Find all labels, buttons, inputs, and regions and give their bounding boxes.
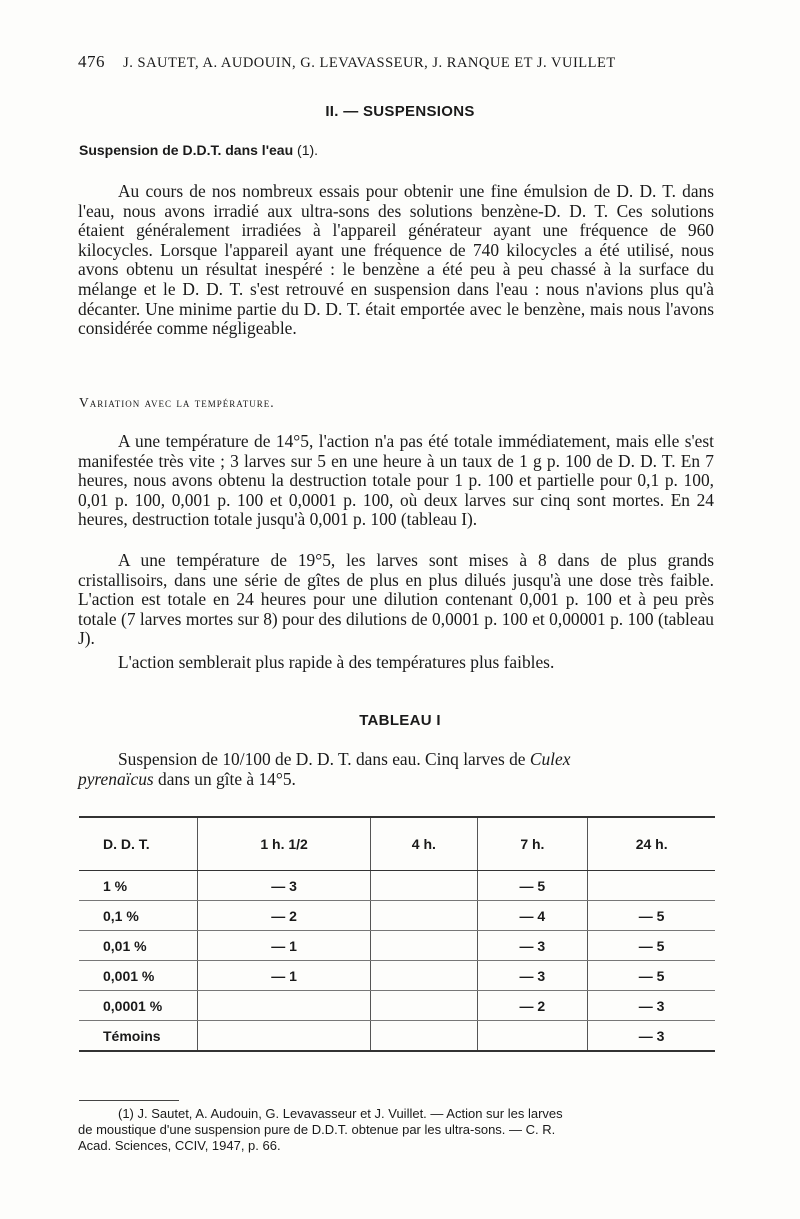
table-cell: — 2 [477,991,588,1021]
table-cell: — 2 [198,901,371,931]
footnote [78,1106,714,1154]
paragraph-ultrasons: Au cours de nos nombreux essais pour obtenir une fine émulsion de D. D. T. dans l'eau, nous avons irradié aux ultra-sons des solutions benzène-D. D. T. Ces solutions étaient généralement irradiées à l'appareil générateur ayant une fréquence de 960 kilocycles. Lorsque l'appareil ayant une fréquence de 740 kilocycles a été utilisé, nous avons obtenu un résultat inespéré : le benzène a été peu à peu chassé à la surface du mélange et le D. D. T. s'est retrouvé en suspension dans l'eau : nous n'avions plus qu'à décanter. Une minime partie du D. D. T. était emportée avec le benzène, mais nous l'avons considérée comme négligeable. [78,181,714,339]
table-cell: — 5 [477,871,588,901]
footnote-line-1: (1) J. Sautet, A. Audouin, G. Levavasseur et J. Vuillet. — Action sur les larves [118,1106,563,1121]
section-title: II. — SUSPENSIONS [325,103,475,120]
column-header-24h: 24 h. [588,817,715,871]
table-cell [371,901,477,931]
table-row [79,1021,715,1052]
column-header-1h30: 1 h. 1/2 [198,817,371,871]
table-cell [198,1021,371,1052]
column-header-7h: 7 h. [477,817,588,871]
table-cell: — 5 [588,901,715,931]
table-cell: — 5 [588,961,715,991]
results-table [79,816,715,1052]
table-caption-text-1: Suspension de 10/100 de D. D. T. dans eau. Cinq larves de [118,749,530,769]
table-caption-species-genus: Culex [529,749,571,769]
footnote-divider [79,1100,179,1101]
page-number: 476 [78,52,105,71]
table-cell: — 3 [477,931,588,961]
table-row [79,871,715,901]
column-header-4h: 4 h. [371,817,477,871]
table-caption-line-2 [78,770,714,790]
table-cell: — 3 [198,871,371,901]
table-row [79,931,715,961]
row-label: 0,01 % [79,931,198,961]
subsection-title [79,142,318,158]
table-caption-line-1 [78,750,714,770]
row-label: Témoins [79,1021,198,1052]
table-row [79,901,715,931]
table-cell [371,931,477,961]
footnote-line-3: Acad. Sciences, CCIV, 1947, p. 66. [78,1138,281,1153]
paragraph-conclusion: L'action semblerait plus rapide à des températures plus faibles. [118,652,555,672]
table-header-row [79,817,715,871]
column-header-ddt: D. D. T. [79,817,198,871]
table-cell: — 3 [588,1021,715,1052]
table-cell: — 3 [588,991,715,1021]
table-caption-text-2: dans un gîte à 14°5. [153,768,296,789]
table-caption [78,750,714,789]
paragraph-temperature-19: A une température de 19°5, les larves sont mises à 8 dans de plus grands cristallisoirs, dans une série de gîtes de plus en plus dilués jusqu'à une dose très faible. L'action est totale en 24 heures pour une dilution contenant 0,001 p. 100 et à peu près totale (7 larves mortes sur 8) pour des dilutions de 0,0001 p. 100 et 0,00001 p. 100 (tableau J). [78,550,714,649]
table-cell: — 1 [198,931,371,961]
subsection-footnote-ref: (1). [297,142,319,158]
table-cell: — 4 [477,901,588,931]
row-label: 0,1 % [79,901,198,931]
subsection-title-text: Suspension de D.D.T. dans l'eau [79,142,294,158]
table-cell: — 3 [477,961,588,991]
table-cell [588,871,715,901]
table-cell [477,1021,588,1052]
table-cell: — 5 [588,931,715,961]
table-row [79,961,715,991]
table-cell: — 1 [198,961,371,991]
row-label: 0,001 % [79,961,198,991]
table-row [79,991,715,1021]
footnote-line-2: de moustique d'une suspension pure de D.D.T. obtenue par les ultra-sons. — C. R. [78,1122,556,1137]
table-cell [371,961,477,991]
heading-variation-temperature: Variation avec la température. [79,395,275,410]
row-label: 1 % [79,871,198,901]
row-label: 0,0001 % [79,991,198,1021]
paragraph-temperature-14: A une température de 14°5, l'action n'a pas été totale immédiatement, mais elle s'est manifestée très vite ; 3 larves sur 5 en une heure à un taux de 1 g p. 100 de D. D. T. En 7 heures, nous avons obtenu la destruction totale pour 1 p. 100 et partielle pour 0,1 p. 100, 0,01 p. 100, 0,001 p. 100 et 0,0001 p. 100, où deux larves sur cinq sont mortes. En 24 heures, destruction totale jusqu'à 0,001 p. 100 (tableau I). [78,431,714,530]
table-cell [371,1021,477,1052]
running-head-authors: J. SAUTET, A. AUDOUIN, G. LEVAVASSEUR, J. RANQUE ET J. VUILLET [123,55,616,71]
table-cell [371,871,477,901]
table-caption-species-name: pyrenaïcus [78,768,154,789]
table-title: TABLEAU I [359,712,441,729]
table-cell [198,991,371,1021]
running-head [78,52,718,72]
table-cell [371,991,477,1021]
